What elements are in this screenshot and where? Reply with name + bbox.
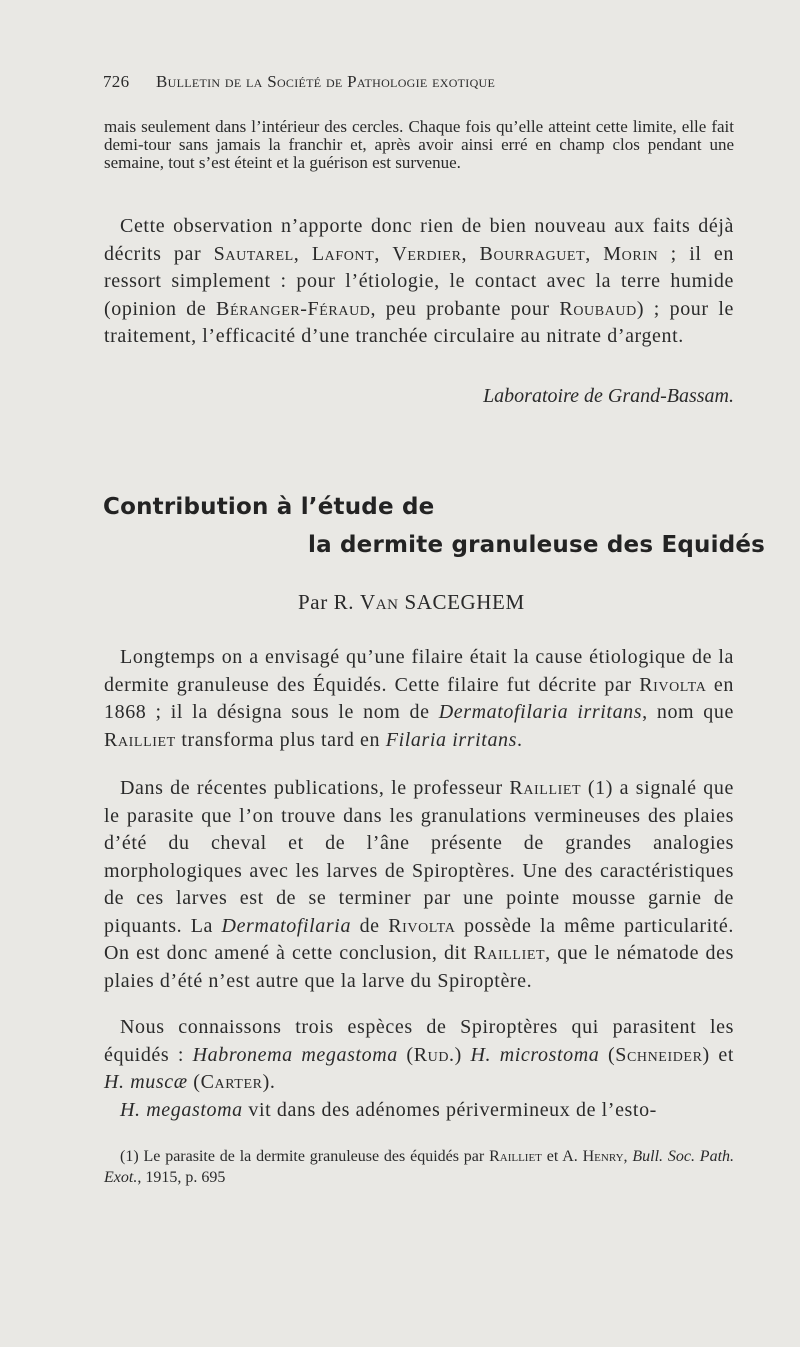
- author-name: Railliet: [489, 1148, 542, 1165]
- affiliation: Laboratoire de Grand-Bassam.: [483, 385, 734, 407]
- species-name: H. megastoma: [120, 1099, 243, 1121]
- author-name: Lafont: [311, 242, 375, 265]
- author-name: Railliet: [509, 777, 582, 799]
- article-title-line-1: Contribution à l’étude de: [103, 494, 435, 520]
- author-name: Verdier: [392, 242, 462, 265]
- text-run: Longtemps on a envisagé qu’une filaire était la cause étiologique de la dermite granuleuse des Équidés. Cette filaire fut décrite par: [104, 646, 734, 696]
- species-name: H. muscæ: [104, 1071, 188, 1093]
- author-name: Bourraguet: [479, 242, 586, 265]
- journal-name: Bull. Soc. Path. Exot.: [104, 1148, 735, 1186]
- body-paragraph-4: [104, 1097, 734, 1125]
- author-name: Rivolta: [639, 673, 707, 696]
- author-name: Rud.: [413, 1043, 455, 1066]
- author-name: Carter: [200, 1071, 263, 1093]
- body-paragraph-2: [104, 775, 734, 995]
- text-run: , peu probante pour: [370, 297, 560, 320]
- footnote-text: (1) Le parasite de la dermite granuleuse des équidés par Railliet et A. Henry, Bull. Soc. Path. Exot., 1915, p. 695: [104, 1148, 735, 1186]
- author-name: Béranger-Féraud: [216, 297, 371, 320]
- text-run: Nous connaissons trois espèces de Spiroptères qui parasitent les équidés :: [104, 1016, 734, 1066]
- text-run: Le parasite de la dermite granuleuse des équidés par: [138, 1148, 490, 1165]
- footnote: [104, 1146, 734, 1188]
- running-header: [103, 72, 723, 92]
- text-run: , 1915, p. 695: [137, 1169, 226, 1186]
- text-run: , que le nématode des plaies d’été n’est autre que la larve du Spiroptère.: [104, 942, 734, 992]
- text-run: en 1868 ; il la désigna sous le nom de: [104, 673, 734, 723]
- species-name: Filaria irritans: [385, 728, 518, 751]
- text-run: .: [517, 728, 523, 751]
- article-title-line-2: la dermite granuleuse des Equidés: [308, 532, 766, 558]
- text-run: de: [351, 914, 389, 937]
- author-name: Sautarel: [213, 242, 294, 265]
- text-run: transforma plus tard en: [175, 728, 386, 751]
- previous-article-closing-paragraph: mais seulement dans l’intérieur des cercles. Chaque fois qu’elle atteint cette limite, elle fait demi-tour sans jamais la franchir et, après avoir ainsi erré en champ clos pendant une semaine, tout s’est éteint et la guérison est survenue.: [104, 117, 734, 172]
- footnote-marker: (1): [120, 1148, 139, 1165]
- author-name: Roubaud: [559, 297, 637, 320]
- text-run: ; il en ressort simplement : pour l’étiologie, le contact avec la terre humide (opinion de: [104, 242, 735, 320]
- text-run: vit dans des adénomes périvermineux de l’esto-: [242, 1099, 657, 1121]
- article-byline: [298, 590, 525, 615]
- body-paragraph-1: [104, 644, 734, 754]
- species-name: H. microstoma: [470, 1043, 600, 1066]
- author-name: Railliet: [473, 942, 546, 964]
- author-name: Rivolta: [388, 914, 456, 937]
- text-run: Par R.: [298, 590, 360, 614]
- species-name: Dermatofilaria irritans: [438, 701, 643, 723]
- text-run: (1) a signalé que le parasite que l’on trouve dans les granulations vermineuses des plaies d’été du cheval et de l’âne présente de grandes analogies morphologiques avec les larves de Spiroptères. Une des caractéristiques de ces larves est de se terminer par une pointe mousse garnie de piquants. La: [104, 777, 734, 937]
- text-run: Van: [359, 590, 399, 614]
- text-run: et A.: [541, 1148, 583, 1165]
- author-name: Railliet: [104, 728, 176, 751]
- species-name: Dermatofilaria: [221, 914, 352, 937]
- author-name: Henry: [582, 1148, 624, 1165]
- previous-article-conclusion-paragraph: Cette observation n’apporte donc rien de bien nouveau aux faits déjà décrits par Sautarel, Lafont, Verdier, Bourraguet, Morin ; il en ressort simplement : pour l’étiologie, le contact avec la terre humide (opinion de Béranger-Féraud, peu probante pour Roubaud) ; pour le traitement, l’efficacité d’une tranchée circulaire au nitrate d’argent.: [104, 215, 735, 347]
- journal-title: Bulletin de la Société de Pathologie exotique: [155, 72, 496, 91]
- text-run: possède la même particularité. On est donc amené à cette conclusion, dit: [104, 914, 734, 964]
- author-name: Morin: [603, 242, 659, 265]
- page-number: 726: [103, 72, 130, 91]
- text-run: Dans de récentes publications, le professeur: [120, 777, 510, 799]
- body-paragraph-3: Nous connaissons trois espèces de Spiroptères qui parasitent les équidés : Habronema megastoma (Rud.) H. microstoma (Schneider) et H. muscæ (Carter).: [104, 1016, 734, 1093]
- species-name: Habronema megastoma: [192, 1043, 398, 1066]
- text-run: Cette observation n’apporte donc rien de bien nouveau aux faits déjà décrits par: [104, 215, 734, 265]
- text-run: , nom que: [642, 701, 734, 723]
- text-run: SACEGHEM: [398, 590, 525, 614]
- text-run: ) ; pour le traitement, l’efficacité d’une tranchée circulaire au nitrate d’argent.: [104, 297, 734, 347]
- author-name: Schneider: [615, 1043, 703, 1066]
